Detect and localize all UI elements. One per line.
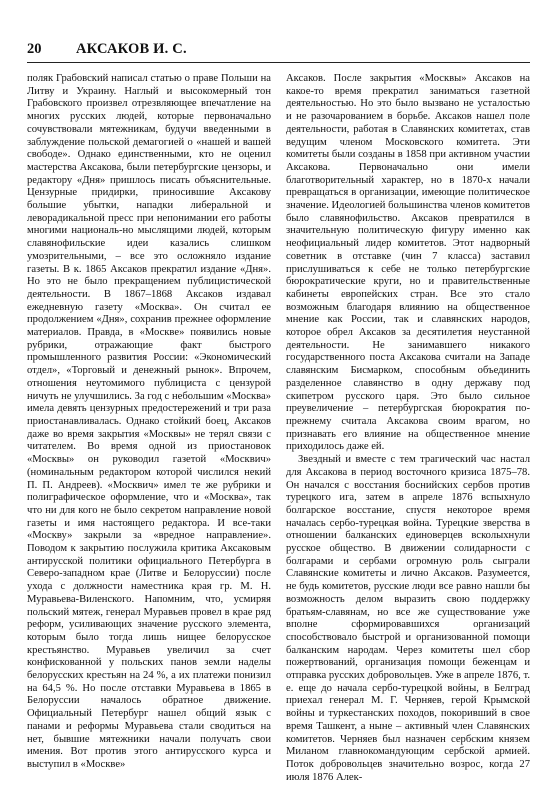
paragraph: Звездный и вместе с тем трагический час настал для Аксакова в период восточного кризиса 1875–78. Он начался с восстания боснийских сербов против турецкого ига, затем в апреле 1876 вспыхнуло болгарское восстание, спустя некоторое время началась сербо-турецкая война. Турецкие зверства в отношении балканских единоверцев всколыхнули русское общество. В движении солидарности с болгарами и сербами огромную роль сыграли Славянские комитеты и лично Аксаков. Разумеется, не будь комитетов, русские люди все равно нашли бы возможность делом выразить свою поддержку братьям-славянам, но все же существование уже вполне сформировавшихся организаций способствовало быстрой и организованной помощи балканским народам. Через комитеты шел сбор пожертвований, организация помощи беженцам и отправка русских добровольцев. Уже в апреле 1876, т. е. еще до начала сербо-турецкой войны, в Белград приехал генерал М. Г. Черняев, герой Крымской войны и туркестанских походов, покоривший в свое время Ташкент, а ныне – активный член Славянских комитетов. Черняев был назначен сербским князем Миланом главнокомандующим сербской армией. Поток добровольцев значительно возрос, когда 27 июля 1876 Алек- — [286, 454, 530, 783]
page-header — [27, 27, 530, 57]
text-columns — [27, 73, 530, 784]
paragraph: поляк Грабовский написал статью о праве Польши на Литву и Украину. Наглый и высокомерный тон Грабовского произвел отрезвляющее впечатление на многих русских людей, которые первоначально сочувствовали мятежникам, будучи введенными в заблуждение польской демагогией о «нашей и вашей свободе». Однако единственными, кто не оценил мастерства Аксакова, были петербургские цензоры, и редактору «Дня» пришлось писать объяснительные. Цензурные придирки, приносившие Аксакову большие убытки, нападки либеральной и леворадикальной пресс при непонимании его работы многими националь-но мыслящими людей, которым славянофильские идеи казались слишком умозрительными, – все это осложняло издание газеты. В к. 1865 Аксаков прекратил издание «Дня». Но это не было прекращением публицистической деятельности. В 1867–1868 Аксаков издавал ежедневную газету «Москва». Он считал ее продолжением «Дня», сохранив прежнее оформление материалов. Правда, в «Москве» появились новые рубрики, отражающие факт быстрого промышленного развития России: «Экономический отдел», «Торговый и денежный рынок». Впрочем, отношения неутомимого публициста с цензурой ничуть не улучшились. За год с небольшим «Москва» имела девять цензурных предостережений и три раза приостанавливалась. Однако стойкий боец, Аксаков даже во время закрытия «Москвы» не терял связи с читателем. Во время одной из приостановок «Москвы» он руководил газетой «Москвич» (номинальным редактором которой числился некий П. П. Андреев). «Москвич» имел те же рубрики и полиграфическое оформление, что и «Москва», так что ни для кого не было секретом направление новой газеты и имя настоящего редактора. И все-таки «Москву» закрыли за «вредное направление». Поводом к закрытию послужила критика Аксаковым антирусской политики официального Петербурга в Северо-западном крае (Литве и Белоруссии) после ухода с должности наместника края гр. М. Н. Муравьева-Виленского. Напомним, что, усмиряя польский мятеж, генерал Муравьев провел в крае ряд реформ, усиливающих значение русского элемента, которым было тогда лишь нищее белорусское крестьянство. Муравьев увеличил за счет конфискованной у польских панов земли наделы белорусских крестьян на 24 %, а их платежи понизил на 64,5 %. Но после отставки Муравьева в 1865 в Белоруссии началось обратное движение. Официальный Петербург нашел общий язык с панами и реформы Муравьева стали сводиться на нет, бывшие мятежники начали получать свои имения. Вот против этого антирусского курса и выступил в «Москве» — [27, 73, 271, 770]
paragraph: Аксаков. После закрытия «Москвы» Аксаков на какое-то время прекратил заниматься газетной деятельностью. Но это было вызвано не усталостью и не разочарованием в борьбе. Аксаков нашел поле деятельности, работая в Славянских комитетах, став ведущим членом Московского комитета. Эти комитеты были созданы в 1858 при активном участии Аксакова. Первоначально они имели благотворительный характер, но в 1870-х начали превращаться в организации, имеющие политическое значение. Идеологией большинства членов комитетов было славянофильство. Аксаков превратился в значительную политическую фигуру именно как неофициальный лидер комитетов. Этот надворный советник в отставке (чин 7 класса) заставил прислушиваться к себе не только петербургские бюрократические круги, но и правительственные кабинеты европейских стран. Все это стало возможным благодаря влиянию на общественное мнение как России, так и славянских народов, которое обрел Аксаков за десятилетия неустанной деятельности. Не занимавшего никакого государственного поста Аксакова считали на Западе славянским Бисмарком, способным объединить разделенное славянство в одну державу под скипетром русского царя. Это было сильное преувеличение – петербургская бюрократия по-прежнему считала Аксакова своим врагом, но признавать его влияние на общественное мнение приходилось даже ей. — [286, 73, 530, 453]
page-number: 20 — [27, 41, 42, 57]
right-column — [286, 73, 530, 784]
header-rule — [27, 62, 530, 63]
running-head: АКСАКОВ И. С. — [76, 41, 187, 57]
left-column — [27, 73, 271, 784]
